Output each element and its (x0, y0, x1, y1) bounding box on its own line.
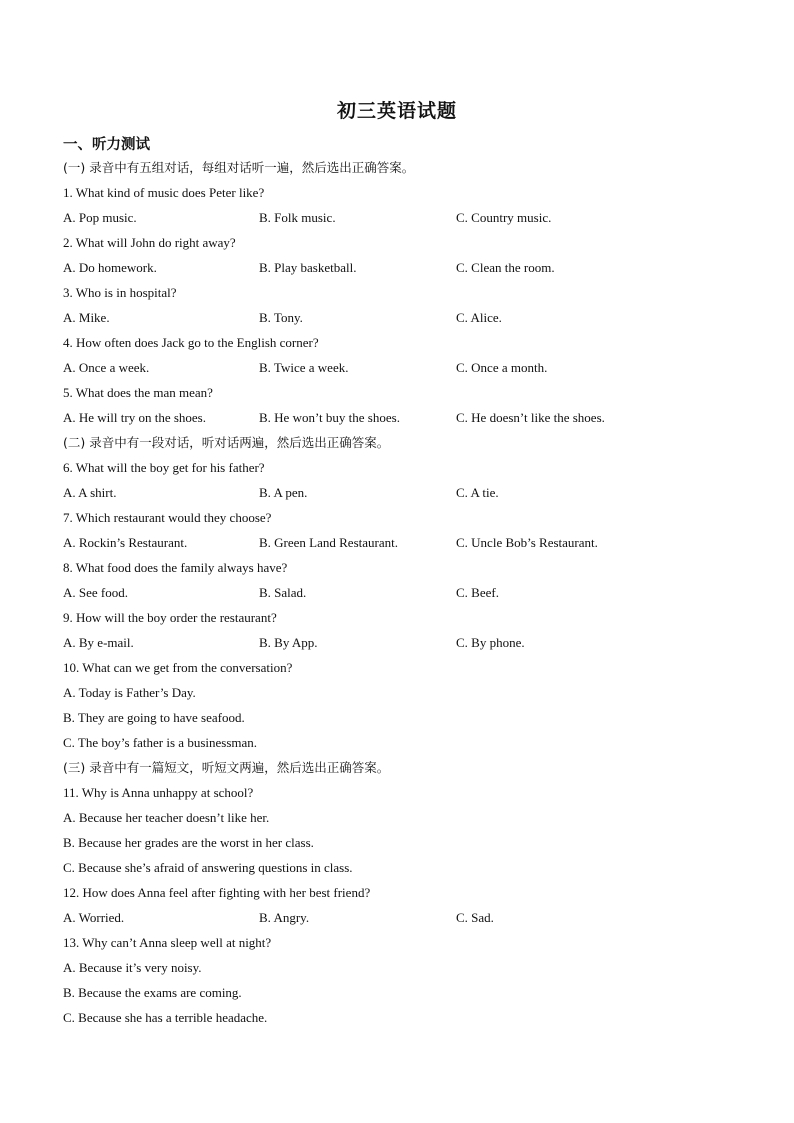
question-9: 9. How will the boy order the restaurant? (63, 610, 277, 625)
option-a: A. Mike. (63, 310, 110, 325)
option-a: A. By e-mail. (63, 635, 134, 650)
option-b: B. Angry. (259, 910, 310, 925)
question-13: 13. Why can’t Anna sleep well at night? (63, 935, 272, 950)
option-c: C. Uncle Bob’s Restaurant. (456, 535, 598, 550)
question-list (63, 155, 743, 1030)
option-c: C. Beef. (456, 585, 499, 600)
question-4: 4. How often does Jack go to the English corner? (63, 335, 319, 350)
option-a: A. A shirt. (63, 485, 117, 500)
option-c: C. Alice. (456, 310, 502, 325)
options-8 (63, 580, 743, 605)
option-b: B. Tony. (259, 310, 303, 325)
option-a: A. Do homework. (63, 260, 157, 275)
options-4 (63, 355, 743, 380)
question-7: 7. Which restaurant would they choose? (63, 510, 272, 525)
part3-instruction: (三) 录音中有一篇短文，听短文两遍，然后选出正确答案。 (63, 760, 390, 775)
option-11a: A. Because her teacher doesn’t like her. (63, 810, 270, 825)
options-1 (63, 205, 743, 230)
question-2: 2. What will John do right away? (63, 235, 236, 250)
option-b: B. By App. (259, 635, 318, 650)
option-a: A. Once a week. (63, 360, 150, 375)
option-b: B. Twice a week. (259, 360, 349, 375)
option-11c: C. Because she’s afraid of answering questions in class. (63, 860, 353, 875)
question-10: 10. What can we get from the conversation? (63, 660, 293, 675)
option-c: C. A tie. (456, 485, 499, 500)
question-1: 1. What kind of music does Peter like? (63, 185, 265, 200)
option-10b: B. They are going to have seafood. (63, 710, 245, 725)
option-a: A. Rockin’s Restaurant. (63, 535, 188, 550)
option-c: C. Clean the room. (456, 260, 555, 275)
option-10c: C. The boy’s father is a businessman. (63, 735, 258, 750)
options-9 (63, 630, 743, 655)
option-b: B. Play basketball. (259, 260, 357, 275)
option-11b: B. Because her grades are the worst in her class. (63, 835, 314, 850)
question-8: 8. What food does the family always have? (63, 560, 288, 575)
section-heading-listening: 一、听力测试 (63, 137, 150, 153)
option-c: C. By phone. (456, 635, 525, 650)
option-b: B. A pen. (259, 485, 308, 500)
question-6: 6. What will the boy get for his father? (63, 460, 265, 475)
options-7 (63, 530, 743, 555)
option-a: A. Pop music. (63, 210, 137, 225)
option-a: A. He will try on the shoes. (63, 410, 206, 425)
question-5: 5. What does the man mean? (63, 385, 213, 400)
question-11: 11. Why is Anna unhappy at school? (63, 785, 254, 800)
option-a: A. See food. (63, 585, 128, 600)
part1-instruction: (一) 录音中有五组对话，每组对话听一遍，然后选出正确答案。 (63, 160, 415, 175)
option-13c: C. Because she has a terrible headache. (63, 1010, 268, 1025)
option-c: C. Country music. (456, 210, 552, 225)
options-5 (63, 405, 743, 430)
options-2 (63, 255, 743, 280)
option-b: B. Folk music. (259, 210, 336, 225)
option-b: B. Green Land Restaurant. (259, 535, 398, 550)
question-12: 12. How does Anna feel after fighting with her best friend? (63, 885, 371, 900)
option-13a: A. Because it’s very noisy. (63, 960, 202, 975)
option-13b: B. Because the exams are coming. (63, 985, 242, 1000)
option-b: B. He won’t buy the shoes. (259, 410, 400, 425)
option-a: A. Worried. (63, 910, 125, 925)
option-c: C. Once a month. (456, 360, 548, 375)
option-10a: A. Today is Father’s Day. (63, 685, 196, 700)
options-6 (63, 480, 743, 505)
options-12 (63, 905, 743, 930)
options-3 (63, 305, 743, 330)
option-c: C. Sad. (456, 910, 494, 925)
option-b: B. Salad. (259, 585, 307, 600)
page-title: 初三英语试题 (336, 100, 457, 122)
option-c: C. He doesn’t like the shoes. (456, 410, 605, 425)
question-3: 3. Who is in hospital? (63, 285, 177, 300)
part2-instruction: (二) 录音中有一段对话，听对话两遍，然后选出正确答案。 (63, 435, 390, 450)
